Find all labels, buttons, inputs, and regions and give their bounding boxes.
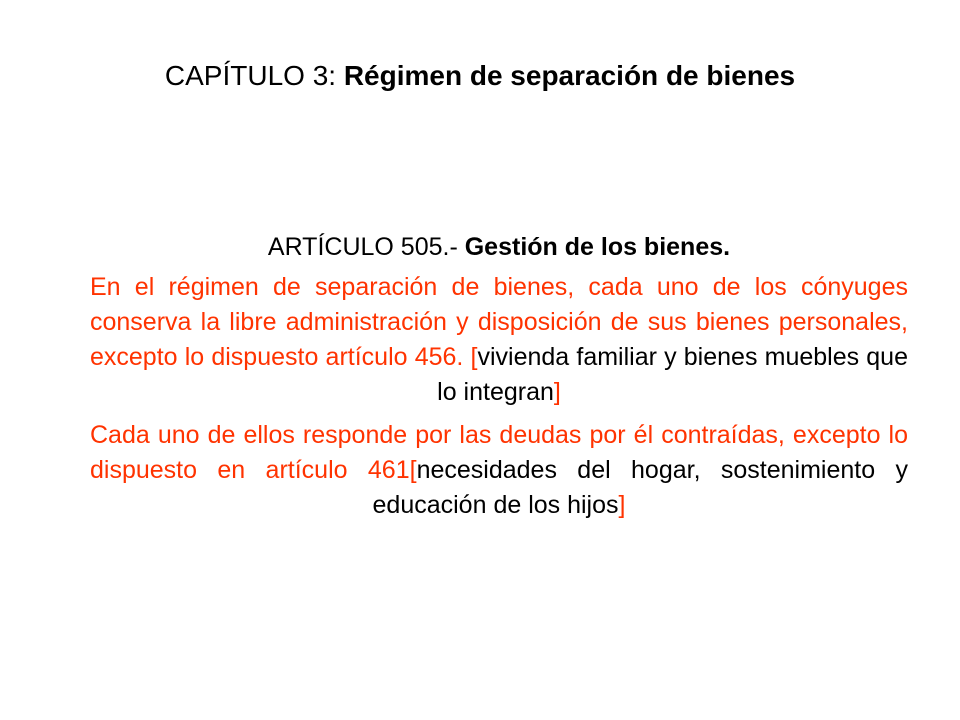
paragraph-1-text: En el régimen de separación de bienes, cada uno de los cónyuges conserva la libre administración y disposición de sus bienes personales, excepto lo dispuesto artículo 456. [90,273,908,371]
paragraph-2-bracket-open: [ [409,456,417,484]
paragraph-2 [90,418,908,523]
paragraph-2-bracket-close: ] [618,491,626,519]
page-title [0,56,960,96]
title-subject: Régimen de separación de bienes [343,60,796,91]
paragraph-2-text: Cada uno de ellos responde por las deudas por él contraídas, excepto lo dispuesto en artículo 461 [90,421,908,484]
article-block [90,230,908,531]
paragraph-1-bracket-close: ] [553,378,561,406]
paragraph-2-note: necesidades del hogar, sostenimiento y educación de los hijos [372,456,909,519]
paragraph-1 [90,270,908,410]
title-chapter: CAPÍTULO 3: [164,60,344,91]
paragraph-1-bracket-open: [ [470,343,478,371]
paragraph-1-note: vivienda familiar y bienes muebles que lo integran [437,343,908,406]
article-heading [90,230,908,264]
article-title: Gestión de los bienes. [464,233,731,261]
article-number: ARTÍCULO 505.- [267,233,465,261]
